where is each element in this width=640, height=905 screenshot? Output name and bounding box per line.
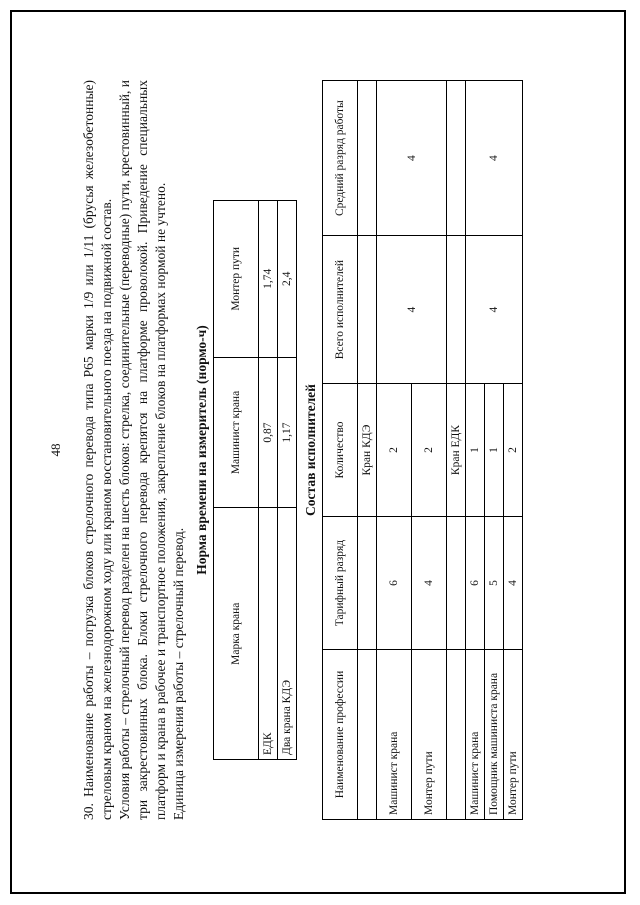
staff-cell: 6: [466, 517, 485, 650]
staff-cell: 1: [466, 384, 485, 517]
norm-header-track-fitter: Монтер пути: [214, 201, 259, 358]
staff-cell: 4: [412, 517, 447, 650]
staff-table-header-row: [323, 81, 358, 820]
norm-table-row: [259, 201, 278, 760]
staff-header-total: Всего исполнителей: [323, 236, 358, 384]
staff-total-cell: 4: [377, 236, 447, 384]
staff-table-title: Состав исполнителей: [303, 384, 318, 516]
page-number: 48: [48, 443, 63, 457]
staff-table: [322, 80, 523, 820]
norm-cell: 0,87: [259, 357, 278, 508]
norm-cell: 2,4: [278, 201, 297, 358]
staff-group-label: Кран КДЭ: [358, 384, 377, 517]
staff-group-row: [358, 81, 377, 820]
staff-cell: 2: [377, 384, 412, 517]
staff-average-cell: 4: [466, 81, 523, 236]
norm-cell: 1,74: [259, 201, 278, 358]
staff-cell: Машинист крана: [466, 650, 485, 820]
work-conditions-paragraph: Условия работы – стрелочный перевод разделен на шесть блоков: стрелка, соединительные (переводные) пути, крестовинный, и три закрестовинных блока. Блоки стрелочного перевода крепятся на платформе проволокой. Приведение специальных платформ и крана в рабочее и транспортное положения, закрепление блоков на платформах нормой не учтено.: [117, 80, 168, 820]
norm-header-crane-brand: Марка крана: [214, 508, 259, 760]
rotated-page: [48, 80, 550, 820]
norm-table-header-row: [214, 201, 259, 760]
staff-table-row: [466, 81, 485, 820]
norm-cell: 1,17: [278, 357, 297, 508]
staff-cell: 6: [377, 517, 412, 650]
norm-table-row: [278, 201, 297, 760]
staff-header-quantity: Количество: [323, 384, 358, 517]
work-unit-paragraph: Единица измерения работы – стрелочный перевод.: [171, 527, 186, 820]
staff-cell: 4: [504, 517, 523, 650]
staff-total-cell: 4: [466, 236, 523, 384]
staff-cell: 5: [485, 517, 504, 650]
staff-cell: Монтер пути: [412, 650, 447, 820]
norm-table-title: Норма времени на измеритель (нормо-ч): [194, 325, 209, 575]
staff-cell: Помощник машиниста крана: [485, 650, 504, 820]
staff-average-cell: 4: [377, 81, 447, 236]
staff-group-row: [447, 81, 466, 820]
staff-cell: Монтер пути: [504, 650, 523, 820]
staff-header-average-grade: Средний разряд работы: [323, 81, 358, 236]
staff-cell: 1: [485, 384, 504, 517]
work-name-paragraph: 30. Наименование работы – погрузка блоков стрелочного перевода типа Р65 марки 1/9 или 1/11 (брусья железобетонные) стреловым краном на железнодорожном ходу или краном восстановительного поезда на подвижной состав.: [81, 80, 114, 820]
staff-cell: Машинист крана: [377, 650, 412, 820]
staff-cell: 2: [504, 384, 523, 517]
staff-header-profession: Наименование профессии: [323, 650, 358, 820]
norm-cell: ЕДК: [259, 508, 278, 760]
staff-group-label: Кран ЕДК: [447, 384, 466, 517]
norm-time-table: [213, 200, 297, 760]
norm-header-crane-operator: Машинист крана: [214, 357, 259, 508]
norm-cell: Два крана КДЭ: [278, 508, 297, 760]
staff-table-row: [377, 81, 412, 820]
staff-cell: 2: [412, 384, 447, 517]
staff-header-tariff-grade: Тарифный разряд: [323, 517, 358, 650]
